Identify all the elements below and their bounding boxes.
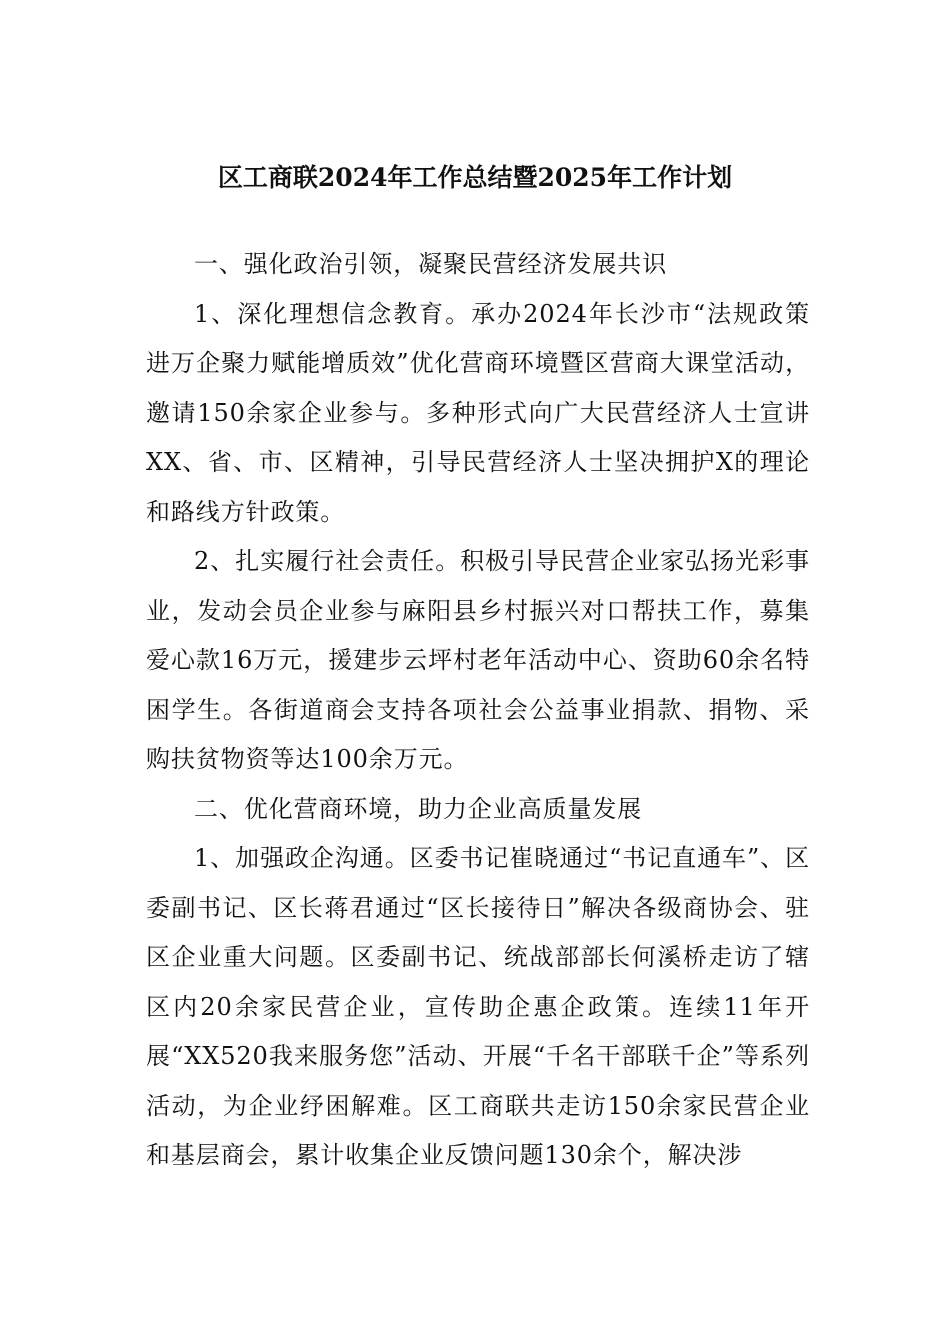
- paragraph-2-1: 1、加强政企沟通。区委书记崔晓通过“书记直通车”、区委副书记、区长蒋君通过“区长接待日”解决各级商协会、驻区企业重大问题。区委副书记、统战部部长何溪桥走访了辖区内20余家民营企业，宣传助企惠企政策。连续11年开展“XX520我来服务您”活动、开展“千名干部联千企”等系列活动，为企业纾困解难。区工商联共走访150余家民营企业和基层商会，累计收集企业反馈问题130余个，解决涉: [146, 844, 810, 1169]
- section-heading-1: 一、强化政治引领，凝聚民营经济发展共识: [194, 250, 668, 278]
- document-body: [146, 240, 810, 1181]
- document-title: 区工商联2024年工作总结暨2025年工作计划: [217, 163, 733, 192]
- paragraph-1-2: 2、扎实履行社会责任。积极引导民营企业家弘扬光彩事业，发动会员企业参与麻阳县乡村振兴对口帮扶工作，募集爱心款16万元，援建步云坪村老年活动中心、资助60余名特困学生。各街道商会支持各项社会公益事业捐款、捐物、采购扶贫物资等达100余万元。: [146, 547, 810, 773]
- section-heading-2: 二、优化营商环境，助力企业高质量发展: [194, 794, 643, 823]
- paragraph-1-1: 1、深化理想信念教育。承办2024年长沙市“法规政策进万企聚力赋能增质效”优化营商环境暨区营商大课堂活动，邀请150余家企业参与。多种形式向广大民营经济人士宣讲XX、省、市、区精神，引导民营经济人士坚决拥护X的理论和路线方针政策。: [146, 299, 810, 526]
